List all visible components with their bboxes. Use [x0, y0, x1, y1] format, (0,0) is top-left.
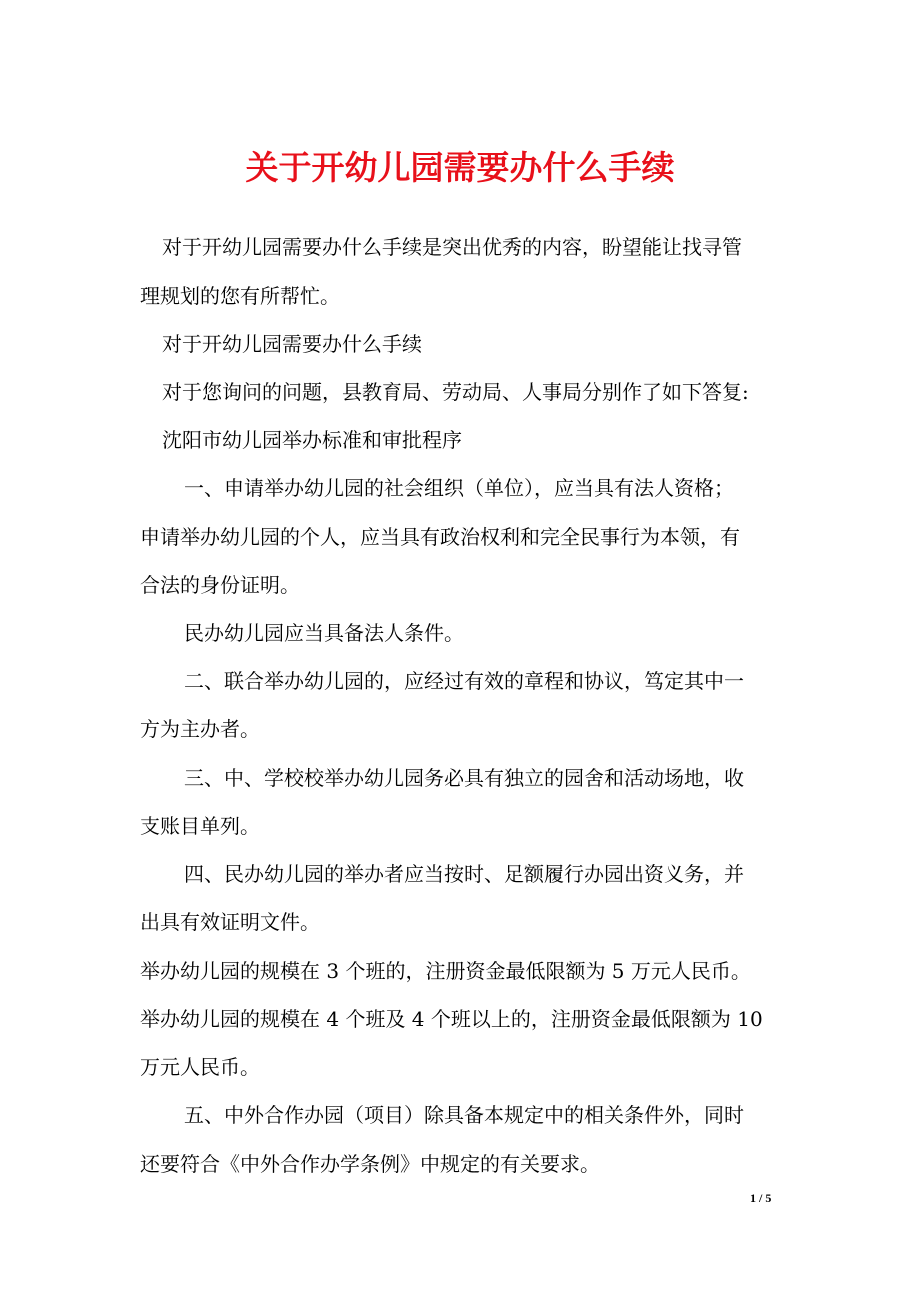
paragraph-line: 四、民办幼儿园的举办者应当按时、足额履行办园出资义务，并: [184, 862, 744, 886]
paragraph-line: 三、中、学校校举办幼儿园务必具有独立的园舍和活动场地，收: [184, 766, 744, 790]
paragraph-line: 万元人民币。: [140, 1055, 260, 1079]
paragraph-line: 还要符合《中外合作办学条例》中规定的有关要求。: [140, 1152, 600, 1176]
paragraph-line: 方为主办者。: [140, 717, 260, 741]
paragraph-line: 申请举办幼儿园的个人，应当具有政治权利和完全民事行为本领，有: [140, 525, 740, 549]
paragraph-line: 对于开幼儿园需要办什么手续: [162, 332, 422, 356]
paragraph-line: 二、联合举办幼儿园的，应经过有效的章程和协议，笃定其中一: [184, 669, 744, 693]
paragraph-line: 出具有效证明文件。: [140, 910, 320, 934]
paragraph-line: 民办幼儿园应当具备法人条件。: [184, 621, 464, 645]
paragraph-line: 五、中外合作办园（项目）除具备本规定中的相关条件外，同时: [184, 1103, 744, 1127]
paragraph-line: 沈阳市幼儿园举办标准和审批程序: [162, 428, 462, 452]
paragraph-line: 对于您询问的问题，县教育局、劳动局、人事局分别作了如下答复:: [162, 380, 749, 404]
paragraph-line: 支账目单列。: [140, 814, 260, 838]
paragraph-line: 对于开幼儿园需要办什么手续是突出优秀的内容，盼望能让找寻管: [162, 235, 742, 259]
paragraph-line: 一、申请举办幼儿园的社会组织（单位），应当具有法人资格；: [184, 476, 734, 500]
page-number: 1 / 5: [750, 1191, 772, 1205]
paragraph-line: 举办幼儿园的规模在 4 个班及 4 个班以上的，注册资金最低限额为 10: [140, 1007, 763, 1031]
document-title: 关于开幼儿园需要办什么手续: [245, 148, 675, 187]
paragraph-line: 举办幼儿园的规模在 3 个班的，注册资金最低限额为 5 万元人民币。: [140, 959, 751, 983]
paragraph-line: 合法的身份证明。: [140, 573, 300, 597]
paragraph-line: 理规划的您有所帮忙。: [140, 284, 340, 308]
